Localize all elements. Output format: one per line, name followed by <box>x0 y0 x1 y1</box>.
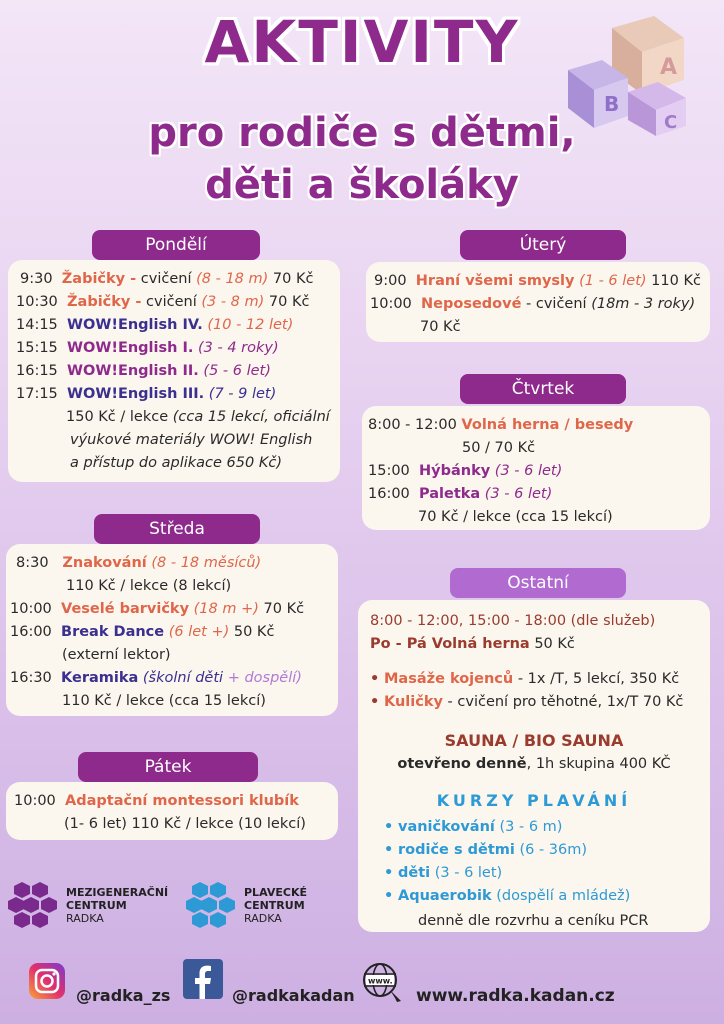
activity-name: Neposedové <box>421 296 522 312</box>
activity-name: Žabičky - <box>67 294 142 310</box>
logo2-text <box>244 886 307 925</box>
facebook-icon[interactable] <box>182 958 224 1000</box>
streda-r1-price: 110 Kč / lekce (8 lekcí) <box>66 578 232 594</box>
activity-desc: - cvičení pro těhotné, 1x/T 70 Kč <box>442 694 684 710</box>
streda-row-3 <box>10 621 274 643</box>
block-letter-a: A <box>660 55 678 80</box>
bullet-icon: • <box>384 819 394 835</box>
activity-name: Hraní všemi smysly <box>415 273 575 289</box>
course-note: (6 - 36m) <box>514 842 588 858</box>
streda-r3-extra: (externí lektor) <box>62 647 171 663</box>
time: 10:00 <box>10 601 52 617</box>
ctvrtek-row-2 <box>368 460 562 482</box>
kurzy-item-3 <box>384 862 502 884</box>
activity-desc: cvičení <box>136 271 197 287</box>
logo2-line2: CENTRUM <box>244 899 305 912</box>
card-patek <box>6 782 338 840</box>
ostatni-hours: 8:00 - 12:00, 15:00 - 18:00 (dle služeb) <box>370 613 656 629</box>
age-note: (8 - 18 m) <box>196 271 269 287</box>
heading-ostatni: Ostatní <box>450 568 626 598</box>
instagram-handle[interactable]: @radka_zs <box>76 986 171 1005</box>
page-subtitle-line2: děti a školáky <box>205 162 519 208</box>
time: 9:30 <box>20 271 53 287</box>
activity-name: WOW!English III. <box>67 386 205 402</box>
age-note: (3 - 6 let) <box>480 486 553 502</box>
price: 50 Kč <box>529 636 575 652</box>
kurzy-footer: denně dle rozvrhu a ceníku PCR <box>418 913 649 929</box>
pondeli-row-5 <box>16 360 271 382</box>
time: 16:00 <box>368 486 410 502</box>
activity-name: Hýbánky <box>419 463 491 479</box>
ctvrtek-row-1 <box>368 414 633 436</box>
age-note: (3 - 8 m) <box>201 294 265 310</box>
sauna-title <box>358 730 710 752</box>
logo1-text <box>66 886 168 925</box>
price: 70 Kč <box>264 294 310 310</box>
heading-pondeli: Pondělí <box>92 230 260 260</box>
heading-patek: Pátek <box>78 752 258 782</box>
time: 10:00 <box>370 296 412 312</box>
sauna-info <box>358 753 710 775</box>
streda-r4-price: 110 Kč / lekce (cca 15 lekcí) <box>62 693 266 709</box>
activity-name: Znakování <box>62 555 147 571</box>
page-title: AKTIVITY <box>204 8 520 76</box>
block-letter-c: C <box>664 112 678 133</box>
pondeli-price <box>66 406 330 428</box>
age-note-adults: + dospělí) <box>227 670 302 686</box>
price: 70 Kč <box>258 601 305 617</box>
streda-row-2 <box>10 598 304 620</box>
activity-name: Paletka <box>419 486 481 502</box>
age-note: (1 - 6 let) <box>574 273 647 289</box>
price: 50 Kč <box>229 624 275 640</box>
plavecke-centrum-logo-icon <box>186 880 242 930</box>
activity-name: Break Dance <box>61 624 165 640</box>
globe-web-icon[interactable] <box>360 960 404 1004</box>
time: 8:30 <box>16 555 49 571</box>
utery-row-1 <box>374 270 701 292</box>
age-note: (6 let +) <box>164 624 230 640</box>
card-ostatni <box>358 600 710 932</box>
activity-desc: - 1x /T, 5 lekcí, 350 Kč <box>513 671 680 687</box>
pondeli-price-note-2: výukové materiály WOW! English <box>70 432 313 448</box>
kurzy-title <box>358 790 710 812</box>
pondeli-row-6 <box>16 383 276 405</box>
kurzy-item-1 <box>384 816 562 838</box>
ostatni-herna <box>370 633 575 655</box>
age-note: (3 - 4 roky) <box>193 340 279 356</box>
price-note: (cca 15 lekcí, oficiální <box>172 409 330 425</box>
card-pondeli <box>8 260 340 482</box>
time: 8:00 - 12:00 <box>368 417 457 433</box>
page-subtitle-line1: pro rodiče s dětmi, <box>148 110 576 156</box>
ostatni-bullet-2 <box>370 691 683 713</box>
logo1-line1: MEZIGENERAČNÍ <box>66 886 169 899</box>
course-name: děti <box>398 865 431 881</box>
time: 15:15 <box>16 340 58 356</box>
pondeli-row-1 <box>20 268 313 290</box>
course-note: (dospělí a mládež) <box>491 888 631 904</box>
age-note: (18m - 3 roky) <box>591 296 696 312</box>
logo2-line3: RADKA <box>244 912 282 925</box>
time: 15:00 <box>368 463 410 479</box>
time: 16:00 <box>10 624 52 640</box>
bullet-icon: • <box>384 888 394 904</box>
time: 16:30 <box>10 670 52 686</box>
card-utery <box>366 262 710 342</box>
time: 17:15 <box>16 386 58 402</box>
activity-name: Adaptační montessori klubík <box>65 793 299 809</box>
price: 70 Kč <box>268 271 314 287</box>
pondeli-price-note-3: a přístup do aplikace 650 Kč) <box>70 455 282 471</box>
activity-desc: - cvičení <box>521 296 592 312</box>
kurzy-item-4 <box>384 885 630 907</box>
activity-name: Keramika <box>61 670 139 686</box>
card-ctvrtek <box>362 406 710 530</box>
activity-name: Po - Pá Volná herna <box>370 636 530 652</box>
ctvrtek-r1-price: 50 / 70 Kč <box>462 440 536 456</box>
logo2-line1: PLAVECKÉ <box>244 886 307 899</box>
age-note: (18 m +) <box>189 601 259 617</box>
mezigeneracni-centrum-logo-icon <box>8 880 64 930</box>
ctvrtek-price: 70 Kč / lekce (cca 15 lekcí) <box>418 509 613 525</box>
block-letter-b: B <box>604 92 620 116</box>
utery-price: 70 Kč <box>420 319 461 335</box>
course-name: rodiče s dětmi <box>398 842 515 858</box>
ctvrtek-row-3 <box>368 483 552 505</box>
course-name: vaničkování <box>398 819 495 835</box>
bullet-icon: • <box>370 671 380 687</box>
ostatni-bullet-1 <box>370 668 679 690</box>
heading-ctvrtek: Čtvrtek <box>460 374 626 404</box>
sauna-title-text: SAUNA / BIO SAUNA <box>444 731 624 750</box>
logo1-line3: RADKA <box>66 912 104 925</box>
time: 10:00 <box>14 793 56 809</box>
streda-row-1 <box>16 552 261 574</box>
age-note: (7 - 9 let) <box>204 386 277 402</box>
price: 150 Kč / lekce <box>66 409 173 425</box>
course-note: (3 - 6 m) <box>494 819 563 835</box>
time: 14:15 <box>16 317 58 333</box>
website-link[interactable]: www.radka.kadan.cz <box>416 986 615 1006</box>
age-note: (školní děti <box>138 670 228 686</box>
age-note: (10 - 12 let) <box>202 317 294 333</box>
age-note: (3 - 6 let) <box>490 463 563 479</box>
bullet-icon: • <box>384 842 394 858</box>
abc-blocks-icon <box>564 8 704 138</box>
time: 16:15 <box>16 363 58 379</box>
course-name: Aquaerobik <box>398 888 492 904</box>
activity-name: Volná herna / besedy <box>461 417 634 433</box>
kurzy-title-text: KURZY PLAVÁNÍ <box>436 791 632 810</box>
activity-name: Masáže kojenců <box>384 671 514 687</box>
time: 10:30 <box>16 294 58 310</box>
bullet-icon: • <box>384 865 394 881</box>
pondeli-row-4 <box>16 337 279 359</box>
instagram-icon[interactable] <box>28 962 66 1000</box>
activity-name: Kuličky <box>384 694 443 710</box>
activity-desc: cvičení <box>141 294 202 310</box>
activity-name: WOW!English IV. <box>67 317 203 333</box>
pondeli-row-2 <box>16 291 309 313</box>
web-icon-text: www. <box>368 976 393 986</box>
time: 9:00 <box>374 273 407 289</box>
course-note: (3 - 6 let) <box>430 865 503 881</box>
price: 110 Kč <box>646 273 701 289</box>
age-note: (8 - 18 měsíců) <box>146 555 262 571</box>
activity-name: Žabičky - <box>61 271 137 287</box>
activity-name: WOW!English II. <box>67 363 199 379</box>
sauna-price: , 1h skupina 400 KČ <box>526 756 671 772</box>
pondeli-row-3 <box>16 314 293 336</box>
logo1-line2: CENTRUM <box>66 899 127 912</box>
patek-price: (1- 6 let) 110 Kč / lekce (10 lekcí) <box>64 816 306 832</box>
streda-row-4 <box>10 667 302 689</box>
heading-utery: Úterý <box>460 230 626 260</box>
facebook-handle[interactable]: @radkakadan <box>232 986 355 1005</box>
patek-row-1 <box>14 790 299 812</box>
activity-name: Veselé barvičky <box>61 601 190 617</box>
card-streda <box>6 544 338 716</box>
kurzy-item-2 <box>384 839 587 861</box>
heading-streda: Středa <box>94 514 260 544</box>
utery-row-2 <box>370 293 695 315</box>
activity-name: WOW!English I. <box>67 340 194 356</box>
age-note: (5 - 6 let) <box>198 363 271 379</box>
bullet-icon: • <box>370 694 380 710</box>
sauna-open: otevřeno denně <box>397 756 527 772</box>
